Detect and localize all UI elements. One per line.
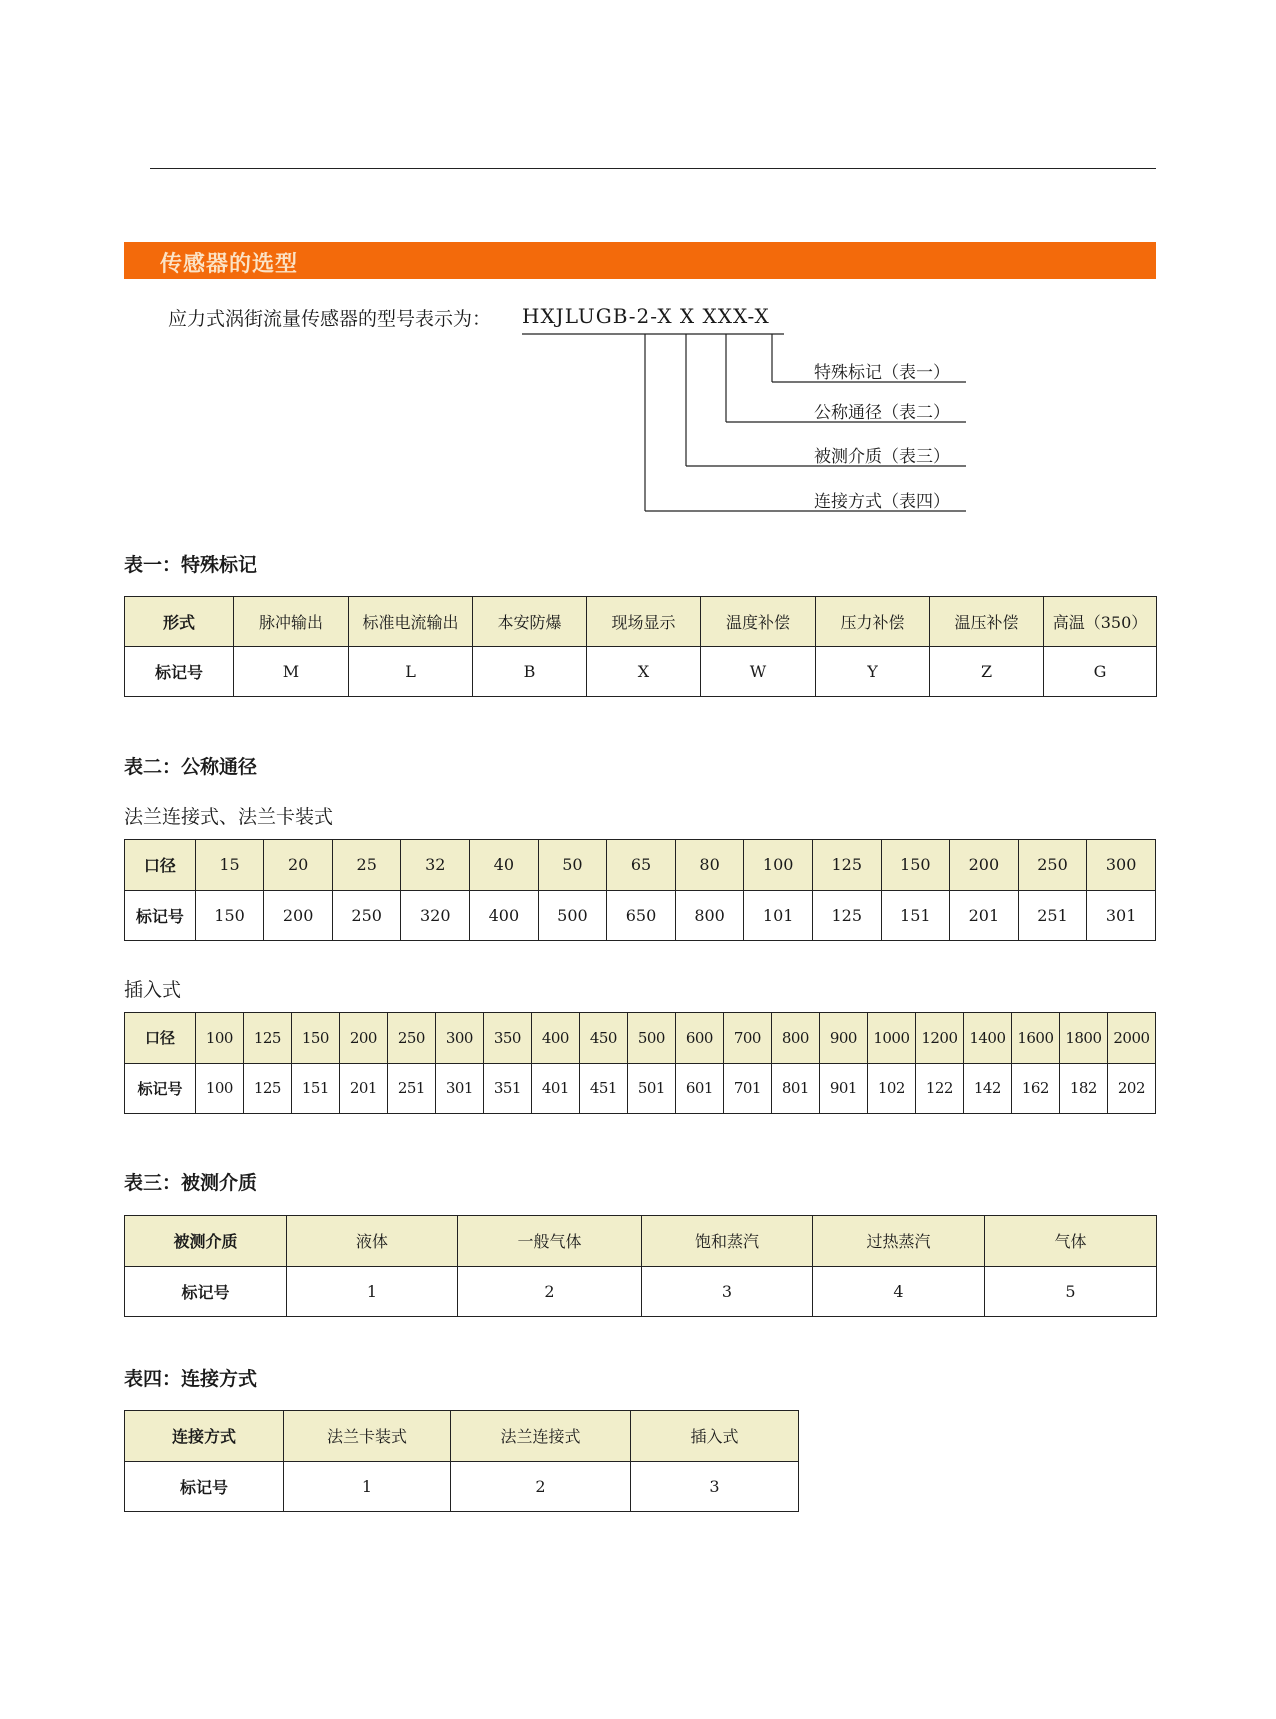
table2-insert-value-row	[125, 1063, 1156, 1114]
table-cell: 插入式	[631, 1411, 799, 1462]
table-cell: 300	[1087, 840, 1156, 891]
table1-header-row	[125, 597, 1157, 647]
table-cell: 法兰连接式	[451, 1411, 631, 1462]
table-cell: 标准电流输出	[349, 597, 473, 647]
table-cell: Z	[930, 647, 1044, 697]
table-cell: 102	[867, 1063, 915, 1114]
table-cell: 标记号	[125, 647, 234, 697]
table-cell: 142	[963, 1063, 1011, 1114]
table-cell: 液体	[287, 1216, 458, 1267]
table-cell: 800	[771, 1013, 819, 1064]
table-cell: L	[349, 647, 473, 697]
table4-header-row	[125, 1411, 799, 1462]
table-cell: 口径	[125, 1013, 196, 1064]
table2-flange-subtitle: 法兰连接式、法兰卡装式	[124, 806, 334, 828]
table-cell: 2000	[1107, 1013, 1155, 1064]
table-cell: 125	[243, 1013, 291, 1064]
table-cell: 801	[771, 1063, 819, 1114]
table-cell: 本安防爆	[473, 597, 587, 647]
table-cell: 15	[195, 840, 264, 891]
table-cell: 162	[1011, 1063, 1059, 1114]
table-cell: 200	[264, 890, 333, 941]
model-code-legend-lines	[0, 0, 1276, 560]
table-cell: 202	[1107, 1063, 1155, 1114]
table-cell: 700	[723, 1013, 771, 1064]
table-cell: 400	[531, 1013, 579, 1064]
table-cell: 80	[675, 840, 744, 891]
table-cell: 350	[483, 1013, 531, 1064]
table-cell: 5	[985, 1266, 1157, 1317]
table-cell: 形式	[125, 597, 234, 647]
model-prefix: 应力式涡街流量传感器的型号表示为：	[168, 308, 492, 330]
table2-insert-subtitle: 插入式	[124, 979, 182, 1001]
table-cell: 901	[819, 1063, 867, 1114]
section-title: 传感器的选型	[160, 252, 299, 277]
table-cell: 标记号	[125, 1266, 287, 1317]
table-cell: 301	[1087, 890, 1156, 941]
table4-title: 表四：连接方式	[124, 1368, 258, 1390]
table-cell: 182	[1059, 1063, 1107, 1114]
table-cell: 250	[387, 1013, 435, 1064]
table-cell: 250	[1018, 840, 1087, 891]
table-cell: 2	[458, 1266, 642, 1317]
table-cell: 1800	[1059, 1013, 1107, 1064]
table-cell: 150	[291, 1013, 339, 1064]
table-cell: 高温（350）	[1044, 597, 1157, 647]
table-cell: B	[473, 647, 587, 697]
table-cell: 125	[812, 890, 881, 941]
table-cell: 2	[451, 1461, 631, 1512]
table-cell: 251	[1018, 890, 1087, 941]
table-cell: 122	[915, 1063, 963, 1114]
table-cell: M	[234, 647, 349, 697]
table-cell: 251	[387, 1063, 435, 1114]
table-cell: 250	[332, 890, 401, 941]
table-cell: 法兰卡装式	[284, 1411, 451, 1462]
table-cell: 1	[287, 1266, 458, 1317]
table4-connection	[124, 1410, 799, 1512]
table-cell: 600	[675, 1013, 723, 1064]
table-cell: 40	[470, 840, 539, 891]
table-cell: 320	[401, 890, 470, 941]
table-cell: 100	[744, 840, 813, 891]
model-code: HXJLUGB-2-X X XXX-X	[522, 304, 770, 328]
table-cell: 气体	[985, 1216, 1157, 1267]
table-cell: 25	[332, 840, 401, 891]
table-cell: 151	[881, 890, 950, 941]
table-cell: 125	[243, 1063, 291, 1114]
table-cell: 200	[950, 840, 1019, 891]
table2-title: 表二：公称通径	[124, 756, 258, 778]
table-cell: 一般气体	[458, 1216, 642, 1267]
table-cell: 500	[538, 890, 607, 941]
table-cell: 50	[538, 840, 607, 891]
table-cell: 800	[675, 890, 744, 941]
table-cell: 温压补偿	[930, 597, 1044, 647]
table-cell: 过热蒸汽	[813, 1216, 985, 1267]
table-cell: 标记号	[125, 890, 196, 941]
table-cell: 501	[627, 1063, 675, 1114]
table2-insert-header-row	[125, 1013, 1156, 1064]
table1-special-mark	[124, 596, 1157, 697]
table-cell: 401	[531, 1063, 579, 1114]
table2-flange-header-row	[125, 840, 1156, 891]
table3-value-row	[125, 1266, 1157, 1317]
table-cell: 温度补偿	[701, 597, 816, 647]
table-cell: 201	[950, 890, 1019, 941]
table-cell: 301	[435, 1063, 483, 1114]
table-cell: 1600	[1011, 1013, 1059, 1064]
table-cell: 20	[264, 840, 333, 891]
table-cell: 标记号	[125, 1063, 196, 1114]
legend-connection: 连接方式（表四）	[814, 492, 950, 512]
table-cell: W	[701, 647, 816, 697]
table1-value-row	[125, 647, 1157, 697]
table-cell: 100	[195, 1063, 243, 1114]
table-cell: Y	[816, 647, 930, 697]
table1-title: 表一：特殊标记	[124, 554, 258, 576]
table-cell: 连接方式	[125, 1411, 284, 1462]
table-cell: 151	[291, 1063, 339, 1114]
table-cell: 101	[744, 890, 813, 941]
table3-header-row	[125, 1216, 1157, 1267]
table-cell: 650	[607, 890, 676, 941]
table-cell: 3	[642, 1266, 813, 1317]
table-cell: 300	[435, 1013, 483, 1064]
table-cell: 150	[195, 890, 264, 941]
table-cell: 饱和蒸汽	[642, 1216, 813, 1267]
table-cell: 100	[195, 1013, 243, 1064]
table-cell: 1	[284, 1461, 451, 1512]
table3-medium	[124, 1215, 1157, 1317]
legend-nominal-diameter: 公称通径（表二）	[814, 403, 950, 423]
table-cell: 压力补偿	[816, 597, 930, 647]
table-cell: 被测介质	[125, 1216, 287, 1267]
table-cell: 1200	[915, 1013, 963, 1064]
table-cell: 125	[812, 840, 881, 891]
table2-insert-diameter	[124, 1012, 1156, 1114]
table-cell: 口径	[125, 840, 196, 891]
table2-flange-value-row	[125, 890, 1156, 941]
legend-medium: 被测介质（表三）	[814, 447, 950, 467]
table-cell: 3	[631, 1461, 799, 1512]
table4-value-row	[125, 1461, 799, 1512]
table-cell: 65	[607, 840, 676, 891]
table-cell: 351	[483, 1063, 531, 1114]
table3-title: 表三：被测介质	[124, 1172, 258, 1194]
table-cell: 201	[339, 1063, 387, 1114]
table-cell: G	[1044, 647, 1157, 697]
table-cell: 1400	[963, 1013, 1011, 1064]
table-cell: 脉冲输出	[234, 597, 349, 647]
table-cell: 200	[339, 1013, 387, 1064]
table2-flange-diameter	[124, 839, 1156, 941]
table-cell: 32	[401, 840, 470, 891]
table-cell: 900	[819, 1013, 867, 1064]
table-cell: 450	[579, 1013, 627, 1064]
table-cell: 500	[627, 1013, 675, 1064]
table-cell: X	[587, 647, 701, 697]
table-cell: 601	[675, 1063, 723, 1114]
legend-special-mark: 特殊标记（表一）	[814, 363, 950, 383]
table-cell: 150	[881, 840, 950, 891]
table-cell: 701	[723, 1063, 771, 1114]
table-cell: 现场显示	[587, 597, 701, 647]
table-cell: 1000	[867, 1013, 915, 1064]
table-cell: 451	[579, 1063, 627, 1114]
table-cell: 400	[470, 890, 539, 941]
table-cell: 4	[813, 1266, 985, 1317]
table-cell: 标记号	[125, 1461, 284, 1512]
